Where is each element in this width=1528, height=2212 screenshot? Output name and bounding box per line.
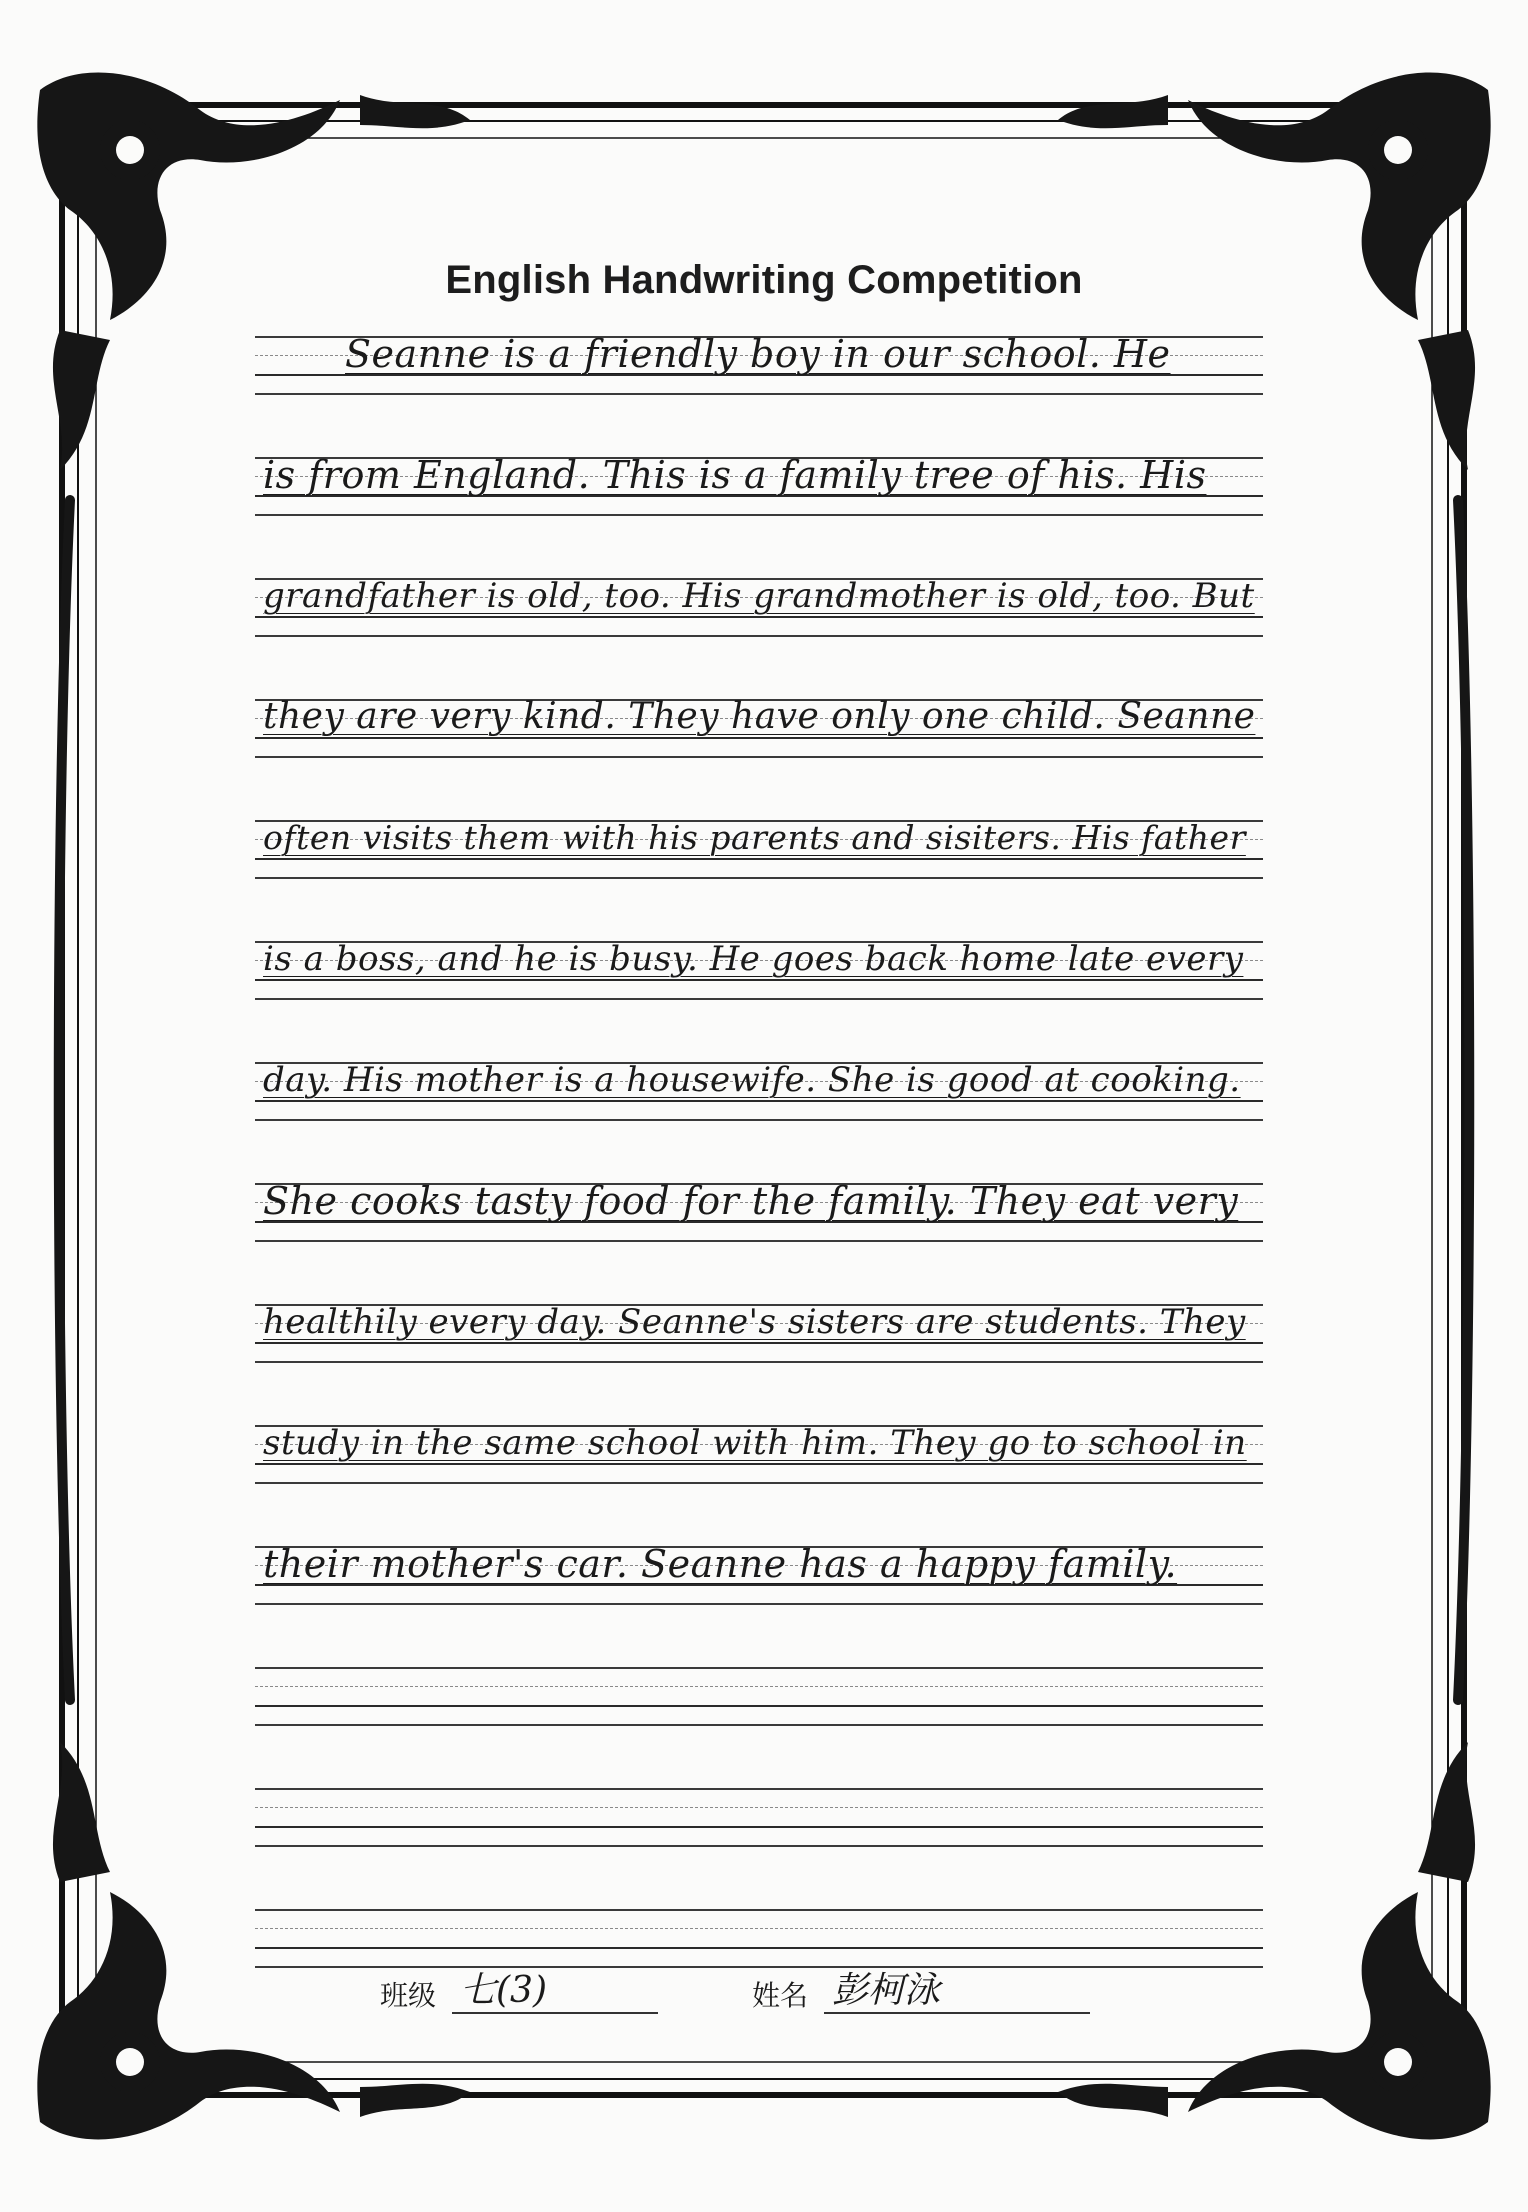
guide-line: [255, 1845, 1263, 1847]
handwriting-row: [255, 560, 1263, 681]
handwriting-row: [255, 439, 1263, 560]
guide-line: [255, 1361, 1263, 1363]
guide-line: [255, 1119, 1263, 1121]
handwritten-text: is from England. This is a family tree of his. His: [263, 453, 1207, 497]
class-underline: [452, 2012, 658, 2014]
guide-line: [255, 756, 1263, 758]
guide-line: [255, 1909, 1263, 1911]
handwriting-row: [255, 923, 1263, 1044]
handwriting-row: [255, 1165, 1263, 1286]
four-line-guide: [255, 1667, 1263, 1725]
guide-line: [255, 635, 1263, 637]
name-label: 姓名: [752, 1979, 809, 2012]
handwriting-row: [255, 1286, 1263, 1407]
guide-line: [255, 1705, 1263, 1707]
guide-line: [255, 1826, 1263, 1828]
guide-line: [255, 1928, 1263, 1929]
handwritten-text: healthily every day. Seanne's sisters are students. They: [263, 1302, 1246, 1342]
footer: [380, 1960, 1140, 2020]
guide-line: [255, 514, 1263, 516]
handwritten-text: Seanne is a friendly boy in our school. He: [345, 332, 1171, 376]
handwriting-row: [255, 318, 1263, 439]
guide-line: [255, 393, 1263, 395]
guide-line: [255, 877, 1263, 879]
guide-line: [255, 998, 1263, 1000]
guide-line: [255, 1240, 1263, 1242]
empty-row: [255, 1770, 1263, 1891]
guide-line: [255, 1788, 1263, 1790]
handwritten-text: day. His mother is a housewife. She is good at cooking.: [263, 1060, 1241, 1100]
handwriting-row: [255, 1528, 1263, 1649]
guide-line: [255, 1603, 1263, 1605]
four-line-guide: [255, 1788, 1263, 1846]
page-title: English Handwriting Competition: [445, 258, 1083, 302]
guide-line: [255, 1482, 1263, 1484]
guide-line: [255, 1667, 1263, 1669]
handwritten-text: She cooks tasty food for the family. They eat very: [263, 1179, 1239, 1223]
handwritten-text: grandfather is old, too. His grandmother is old, too. But: [263, 576, 1255, 616]
handwriting-row: [255, 1407, 1263, 1528]
name-value: 彭柯泳: [832, 1970, 941, 2011]
guide-line: [255, 1686, 1263, 1687]
handwritten-text: their mother's car. Seanne has a happy family.: [263, 1542, 1178, 1586]
class-label: 班级: [380, 1979, 437, 2012]
guide-line: [255, 1947, 1263, 1949]
four-line-guide: [255, 1909, 1263, 1967]
handwritten-text: they are very kind. They have only one child. Seanne: [263, 696, 1256, 737]
handwritten-text: is a boss, and he is busy. He goes back home late every: [263, 939, 1244, 979]
handwriting-lines: [255, 318, 1263, 2012]
class-value: 七(3): [460, 1970, 547, 2011]
name-underline: [824, 2012, 1090, 2014]
handwriting-row: [255, 1044, 1263, 1165]
handwriting-row: [255, 802, 1263, 923]
guide-line: [255, 1807, 1263, 1808]
handwriting-row: [255, 681, 1263, 802]
handwritten-text: study in the same school with him. They go to school in: [263, 1423, 1247, 1463]
guide-line: [255, 1724, 1263, 1726]
handwritten-text: often visits them with his parents and sisiters. His father: [263, 818, 1246, 857]
empty-row: [255, 1649, 1263, 1770]
